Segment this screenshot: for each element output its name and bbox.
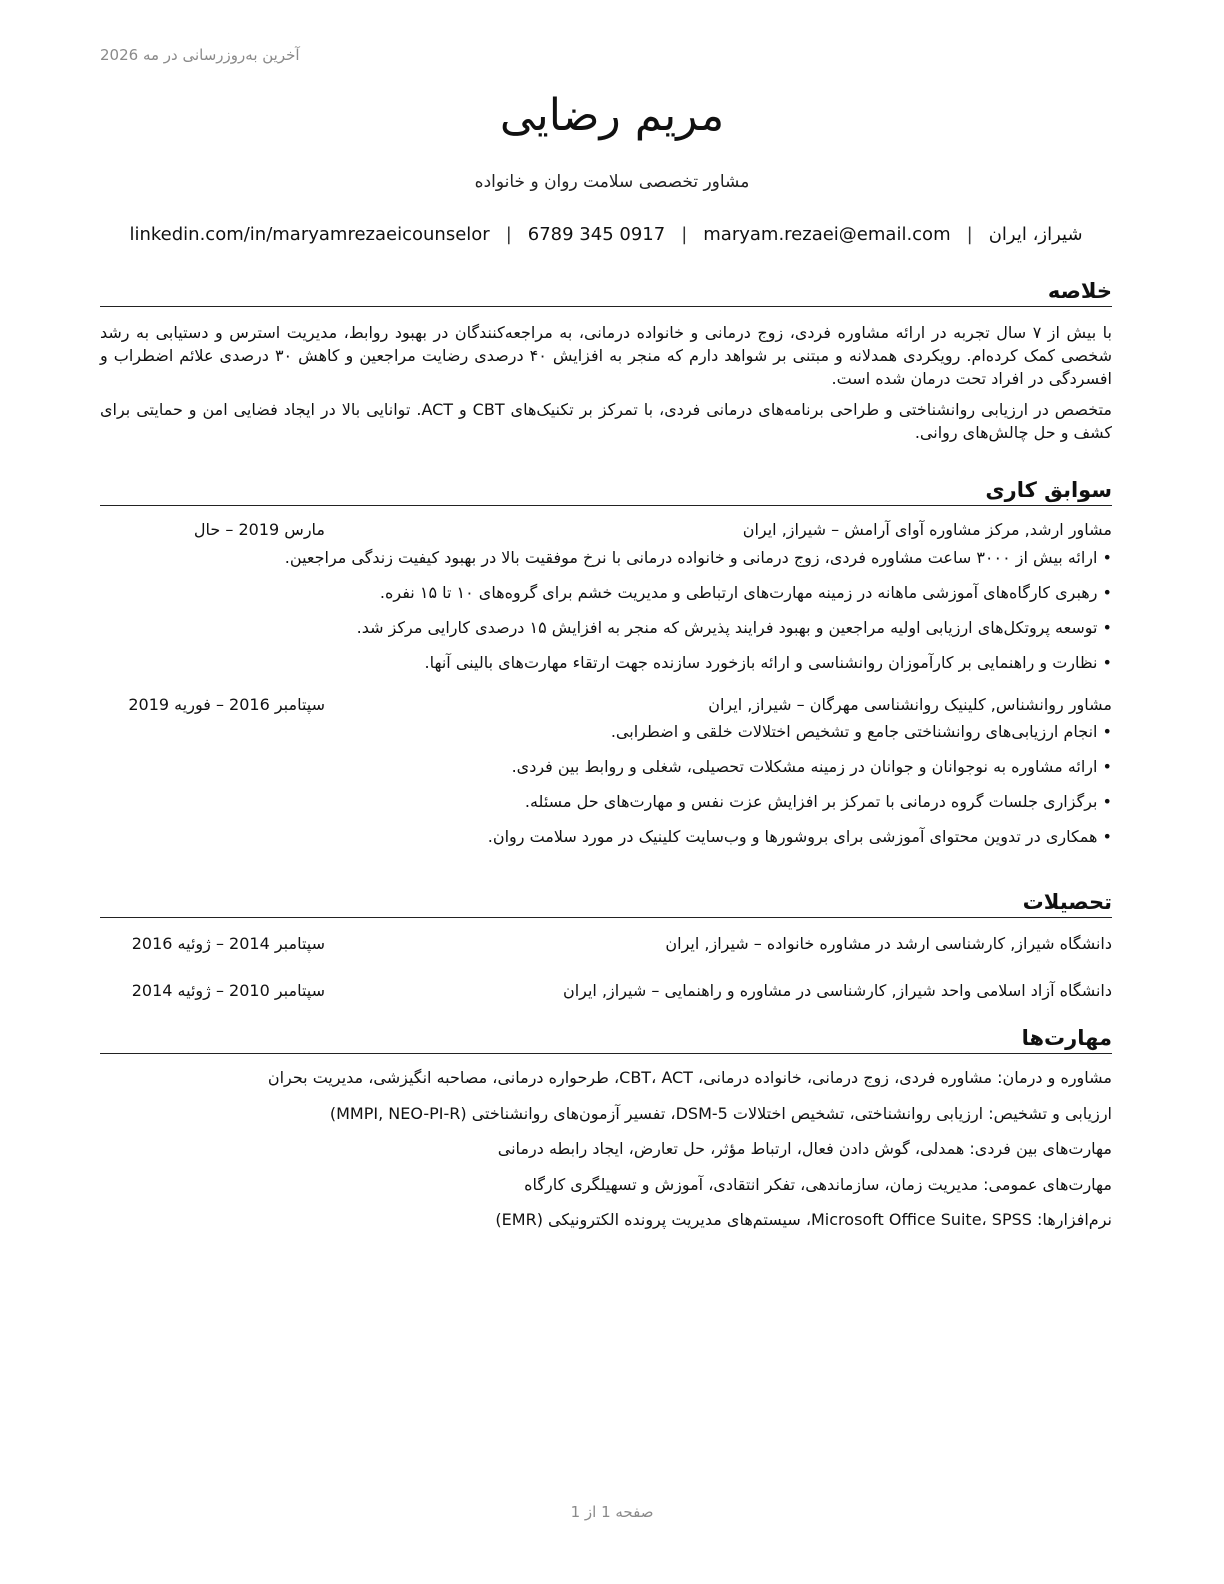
contact-separator: |	[505, 224, 512, 245]
job-dates: سپتامبر 2016 – فوریه 2019	[128, 695, 325, 714]
education-degree: دانشگاه شیراز, کارشناسی ارشد در مشاوره خانواده – شیراز, ایران	[665, 934, 1112, 953]
education-dates: سپتامبر 2010 – ژوئیه 2014	[131, 981, 325, 1000]
experience-section	[100, 477, 1112, 854]
education-section	[100, 889, 1112, 1000]
contact-separator: |	[681, 224, 688, 245]
contact-email[interactable]: maryam.rezaei@email.com	[703, 224, 951, 245]
contact-separator: |	[966, 224, 973, 245]
job-bullet: • انجام ارزیابی‌های روانشناختی جامع و تشخیص اختلالات خلقی و اضطرابی.	[100, 714, 1112, 749]
page-number: صفحه 1 از 1	[570, 1503, 654, 1521]
job-entry	[100, 520, 1112, 680]
job-role: مشاور ارشد, مرکز مشاوره آوای آرامش – شیراز, ایران	[742, 520, 1112, 539]
skill-line: مشاوره و درمان: مشاوره فردی، زوج درمانی، خانواده درمانی، CBT، ACT، طرحواره درمانی، مصاحبه انگیزشی، مدیریت بحران	[267, 1068, 1112, 1087]
job-bullet: • برگزاری جلسات گروه درمانی با تمرکز بر افزایش عزت نفس و مهارت‌های حل مسئله.	[100, 784, 1112, 819]
section-heading-summary: خلاصه	[100, 278, 1112, 307]
contact-phone[interactable]: 6789 345 0917	[527, 224, 666, 245]
contact-linkedin[interactable]: linkedin.com/in/maryamrezaeicounselor	[129, 224, 490, 245]
job-header	[100, 695, 1112, 714]
education-entry	[100, 981, 1112, 1000]
skill-line: مهارت‌های عمومی: مدیریت زمان، سازماندهی، تفکر انتقادی، آموزش و تسهیلگری کارگاه	[524, 1174, 1112, 1194]
candidate-title: مشاور تخصصی سلامت روان و خانواده	[474, 172, 750, 192]
last-updated-note: آخرین به‌روزرسانی در مه 2026	[100, 46, 300, 64]
summary-paragraph: با بیش از ۷ سال تجربه در ارائه مشاوره فردی، زوج درمانی و خانواده درمانی، به مراجعه‌کنندگان در بهبود روابط، مدیریت استرس و دستیابی به رشد شخصی کمک کرده‌ام. رویکردی همدلانه و مبتنی بر شواهد دارم که منجر به افزایش ۴۰ درصدی رضایت مراجعین و کاهش ۳۰ درصدی علائم اضطراب و افسردگی در افراد تحت درمان شده است.	[100, 323, 1113, 388]
section-heading-experience: سوابق کاری	[100, 477, 1112, 506]
contact-location: شیراز، ایران	[988, 224, 1083, 245]
section-heading-education: تحصیلات	[100, 889, 1112, 918]
job-role: مشاور روانشناس, کلینیک روانشناسی مهرگان – شیراز, ایران	[708, 695, 1112, 714]
education-entry	[100, 934, 1112, 953]
skill-line: مهارت‌های بین فردی: همدلی، گوش دادن فعال، ارتباط مؤثر، حل تعارض، ایجاد رابطه درمانی	[497, 1139, 1112, 1158]
summary-section	[100, 278, 1112, 444]
contact-line	[100, 224, 1112, 245]
job-bullet: • ارائه مشاوره به نوجوانان و جوانان در زمینه مشکلات تحصیلی، شغلی و روابط بین فردی.	[100, 749, 1112, 784]
job-header	[100, 520, 1112, 539]
job-bullets	[100, 714, 1112, 854]
skills-list	[100, 1060, 1112, 1238]
job-dates: مارس 2019 – حال	[193, 520, 325, 539]
skill-line: ارزیابی و تشخیص: ارزیابی روانشناختی، تشخیص اختلالات DSM-5، تفسیر آزمون‌های روانشناختی (MMPI, NEO-PI-R)	[329, 1103, 1112, 1123]
skills-section	[100, 1025, 1112, 1238]
job-bullet: • توسعه پروتکل‌های ارزیابی اولیه مراجعین و بهبود فرایند پذیرش که منجر به افزایش ۱۵ درصدی کارایی مرکز شد.	[100, 610, 1112, 645]
section-heading-skills: مهارت‌ها	[100, 1025, 1112, 1054]
education-degree: دانشگاه آزاد اسلامی واحد شیراز, کارشناسی در مشاوره و راهنمایی – شیراز, ایران	[562, 981, 1112, 1000]
education-dates: سپتامبر 2014 – ژوئیه 2016	[131, 934, 325, 953]
candidate-name: مریم رضایی	[499, 90, 725, 141]
job-bullet: • نظارت و راهنمایی بر کارآموزان روانشناسی و ارائه بازخورد سازنده جهت ارتقاء مهارت‌های بالینی آنها.	[100, 645, 1112, 680]
skill-line: نرم‌افزارها: Microsoft Office Suite، SPSS، سیستم‌های مدیریت پرونده الکترونیکی (EMR)	[495, 1210, 1112, 1229]
job-bullet: • ارائه بیش از ۳۰۰۰ ساعت مشاوره فردی، زوج درمانی و خانواده درمانی با نرخ موفقیت بالا در بهبود کیفیت زندگی مراجعین.	[100, 540, 1112, 575]
job-entry	[100, 695, 1112, 854]
summary-paragraph: متخصص در ارزیابی روانشناختی و طراحی برنامه‌های درمانی فردی، با تمرکز بر تکنیک‌های CBT و ACT. توانایی بالا در ایجاد فضایی امن و حمایتی برای کشف و حل چالش‌های روانی.	[100, 400, 1112, 442]
job-bullet: • رهبری کارگاه‌های آموزشی ماهانه در زمینه مهارت‌های ارتباطی و مدیریت خشم برای گروه‌های ۱۰ تا ۱۵ نفره.	[100, 575, 1112, 610]
job-bullets	[100, 540, 1112, 680]
job-bullet: • همکاری در تدوین محتوای آموزشی برای بروشورها و وب‌سایت کلینیک در مورد سلامت روان.	[100, 819, 1112, 854]
